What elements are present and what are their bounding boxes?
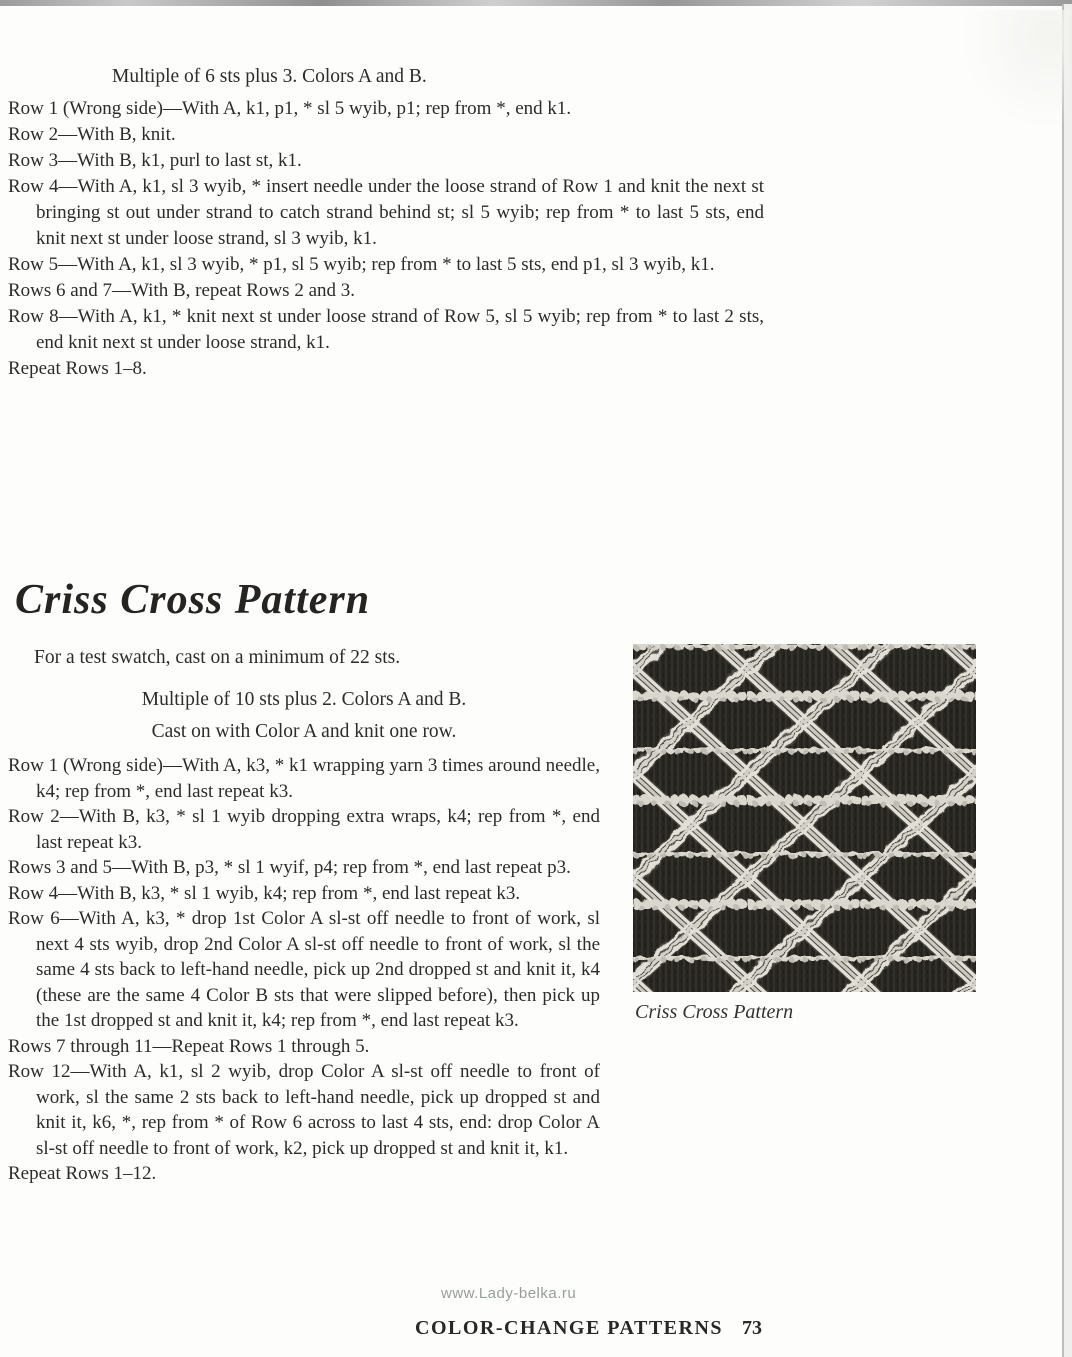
section1-instructions <box>8 96 764 382</box>
section1-setup-note: Multiple of 6 sts plus 3. Colors A and B. <box>112 66 427 87</box>
instruction-row: Row 2—With B, k3, * sl 1 wyib dropping extra wraps, k4; rep from *, end last repeat k3. <box>8 806 600 853</box>
swatch-photo-caption: Criss Cross Pattern <box>635 1001 794 1023</box>
footer-page-number: 73 <box>742 1317 762 1339</box>
criss-cross-swatch-photo <box>633 644 976 992</box>
instruction-row: Row 6—With A, k3, * drop 1st Color A sl-st off needle to front of work, sl next 4 sts wyib, drop 2nd Color A sl-st off needle to front of work, sl the same 4 sts back to left-hand needle, pick up 2nd dropped st and knit it, k4 (these are the same 4 Color B sts that were slipped before), then pick up the 1st dropped st and knit it, k4; rep from *, end last repeat k3. <box>8 908 600 1031</box>
section2-setup-notes <box>8 645 600 744</box>
instruction-row: Row 4—With A, k1, sl 3 wyib, * insert needle under the loose strand of Row 1 and knit the next st bringing st out under strand to catch strand behind st; sl 5 wyib; rep from * to last 5 sts, end knit next st under loose strand, sl 3 wyib, k1. <box>8 176 764 249</box>
scan-top-edge <box>0 0 1072 6</box>
instruction-row: Row 4—With B, k3, * sl 1 wyib, k4; rep from *, end last repeat k3. <box>8 882 521 904</box>
instruction-row: Row 5—With A, k1, sl 3 wyib, * p1, sl 5 wyib; rep from * to last 5 sts, end p1, sl 3 wyib, k1. <box>8 254 715 275</box>
scan-right-edge-line <box>1062 4 1064 1357</box>
instruction-row: Row 3—With B, k1, purl to last st, k1. <box>8 150 302 171</box>
watermark-text: www.Lady-belka.ru <box>441 1285 577 1302</box>
criss-cross-pattern-heading: Criss Cross Pattern <box>15 577 371 623</box>
instruction-row: Rows 6 and 7—With B, repeat Rows 2 and 3. <box>8 280 356 301</box>
section2-setup-note: Multiple of 10 sts plus 2. Colors A and B. <box>141 689 467 710</box>
section2-instructions <box>8 753 600 1187</box>
instruction-row: Row 2—With B, knit. <box>8 124 176 145</box>
instruction-row: Row 12—With A, k1, sl 2 wyib, drop Color A sl-st off needle to front of work, sl the same 2 sts back to left-hand needle, pick up dropped st and knit it, k6, *, rep from * of Row 6 across to last 4 sts, end: drop Color A sl-st off needle to front of work, k2, pick up dropped st and knit it, k1. <box>8 1061 600 1159</box>
knitting-swatch-image <box>633 644 976 992</box>
section2-repeat-note: Repeat Rows 1–12. <box>8 1163 157 1184</box>
footer-section-title: COLOR-CHANGE PATTERNS <box>415 1317 724 1339</box>
section1-repeat-note: Repeat Rows 1–8. <box>8 358 147 379</box>
scan-corner-glow <box>960 10 1070 130</box>
instruction-row: Rows 3 and 5—With B, p3, * sl 1 wyif, p4; rep from *, end last repeat p3. <box>8 857 571 878</box>
test-swatch-note: For a test swatch, cast on a minimum of 22 sts. <box>34 647 401 668</box>
scan-right-strip <box>1064 4 1072 1357</box>
instruction-row: Rows 7 through 11—Repeat Rows 1 through 5. <box>8 1035 370 1057</box>
instruction-row: Row 8—With A, k1, * knit next st under loose strand of Row 5, sl 5 wyib; rep from * to last 2 sts, end knit next st under loose strand, k1. <box>8 306 764 353</box>
instruction-row: Row 1 (Wrong side)—With A, k1, p1, * sl 5 wyib, p1; rep from *, end k1. <box>8 98 572 119</box>
cast-on-note: Cast on with Color A and knit one row. <box>151 721 457 742</box>
instruction-row: Row 1 (Wrong side)—With A, k3, * k1 wrapping yarn 3 times around needle, k4; rep from *, end last repeat k3. <box>8 755 600 802</box>
